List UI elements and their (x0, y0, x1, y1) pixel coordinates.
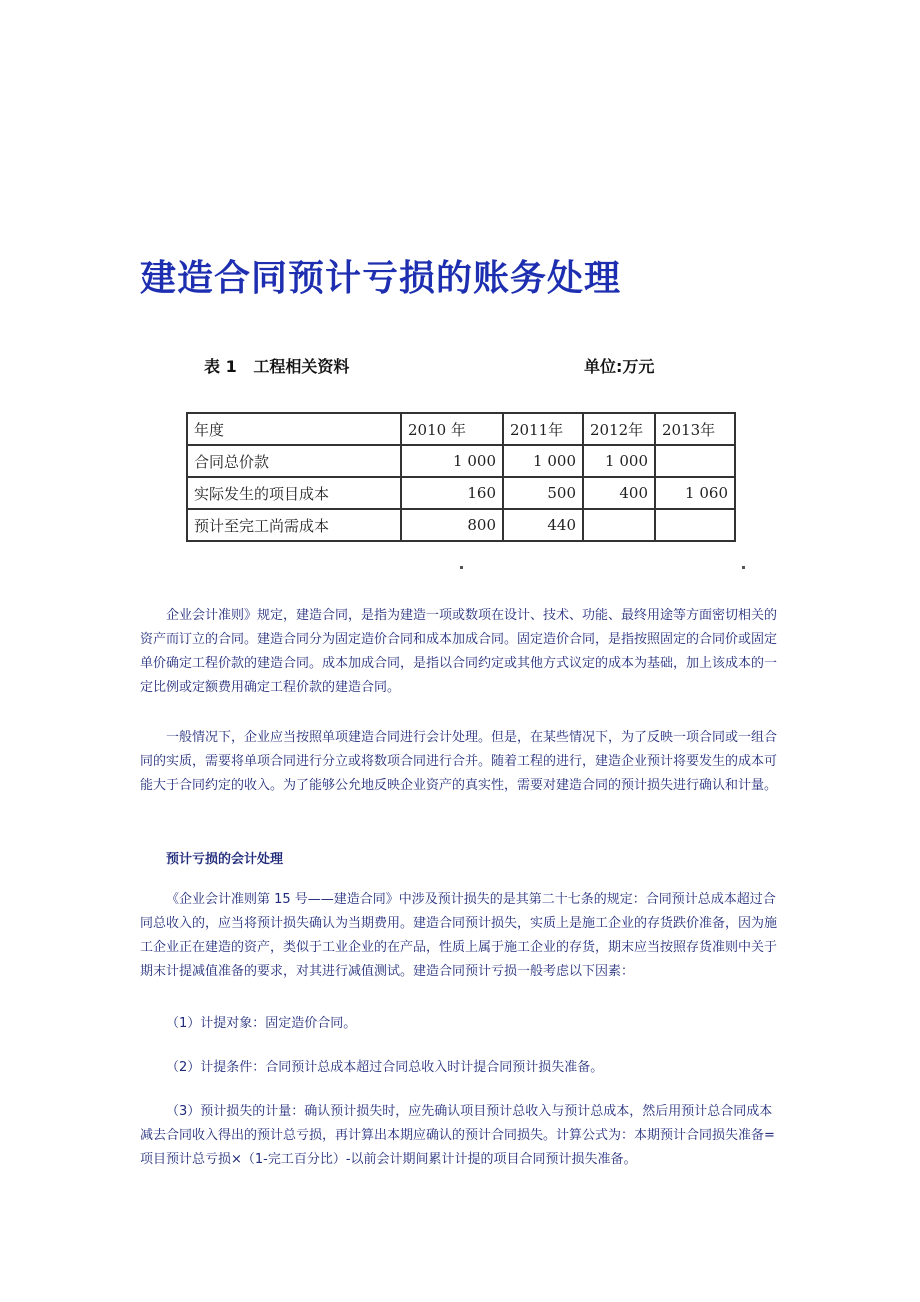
table-row (187, 445, 735, 477)
table-cell: 1 000 (401, 445, 503, 477)
row-label: 实际发生的项目成本 (187, 477, 401, 509)
table-cell: 1 060 (655, 477, 735, 509)
scan-speck (742, 566, 745, 569)
table-cell (583, 509, 655, 541)
table-cell (655, 445, 735, 477)
row-label: 预计至完工尚需成本 (187, 509, 401, 541)
list-item-object: （1）计提对象：固定造价合同。 (166, 1016, 357, 1031)
table-cell: 160 (401, 477, 503, 509)
header-cell-2011: 2011年 (503, 413, 583, 445)
table-figure (172, 328, 762, 572)
table-unit: 单位:万元 (584, 357, 655, 376)
table-cell: 1 000 (583, 445, 655, 477)
paragraph-general: 一般情况下，企业应当按照单项建造合同进行会计处理。但是，在某些情况下，为了反映一项合同或一组合同的实质，需要将单项合同进行分立或将数项合同进行合并。随着工程的进行，建造企业预计将要发生的成本可能大于合同约定的收入。为了能够公允地反映企业资产的真实性，需要对建造合同的预计损失进行确认和计量。 (140, 730, 778, 793)
engineering-data-table (186, 412, 736, 542)
table-caption: 表 1 工程相关资料 (204, 357, 350, 376)
table-cell: 500 (503, 477, 583, 509)
table-cell: 400 (583, 477, 655, 509)
table-row (187, 509, 735, 541)
paragraph-standard: 《企业会计准则第 15 号——建造合同》中涉及预计损失的是其第二十七条的规定：合同预计总成本超过合同总收入的，应当将预计损失确认为当期费用。建造合同预计损失，实质上是施工企业的存货跌价准备，因为施工企业正在建造的资产，类似于工业企业的在产品，性质上属于施工企业的存货，期末应当按照存货准则中关于期末计提减值准备的要求，对其进行减值测试。建造合同预计亏损一般考虑以下因素： (140, 892, 778, 979)
header-cell-2013: 2013年 (655, 413, 735, 445)
scan-speck (460, 566, 463, 569)
paragraph-definition: 企业会计准则》规定，建造合同，是指为建造一项或数项在设计、技术、功能、最终用途等方面密切相关的资产而订立的合同。建造合同分为固定造价合同和成本加成合同。固定造价合同，是指按照固定的合同价或固定单价确定工程价款的建造合同。成本加成合同，是指以合同约定或其他方式议定的成本为基础，加上该成本的一定比例或定额费用确定工程价款的建造合同。 (140, 608, 778, 695)
section-heading: 预计亏损的会计处理 (166, 852, 284, 867)
header-cell-2010: 2010 年 (401, 413, 503, 445)
table-row (187, 477, 735, 509)
page-title: 建造合同预计亏损的账务处理 (140, 258, 622, 299)
paragraph-measurement: （3）预计损失的计量：确认预计损失时，应先确认项目预计总收入与预计总成本，然后用预计总合同成本减去合同收入得出的预计总亏损，再计算出本期应确认的预计合同损失。计算公式为：本期预计合同损失准备=项目预计总亏损×（1-完工百分比）-以前会计期间累计计提的项目合同预计损失准备。 (140, 1104, 775, 1167)
table-cell: 1 000 (503, 445, 583, 477)
table-cell: 800 (401, 509, 503, 541)
table-header-row (187, 413, 735, 445)
header-cell-year: 年度 (187, 413, 401, 445)
row-label: 合同总价款 (187, 445, 401, 477)
list-item-condition: （2）计提条件：合同预计总成本超过合同总收入时计提合同预计损失准备。 (166, 1060, 604, 1075)
header-cell-2012: 2012年 (583, 413, 655, 445)
table-cell: 440 (503, 509, 583, 541)
table-cell (655, 509, 735, 541)
